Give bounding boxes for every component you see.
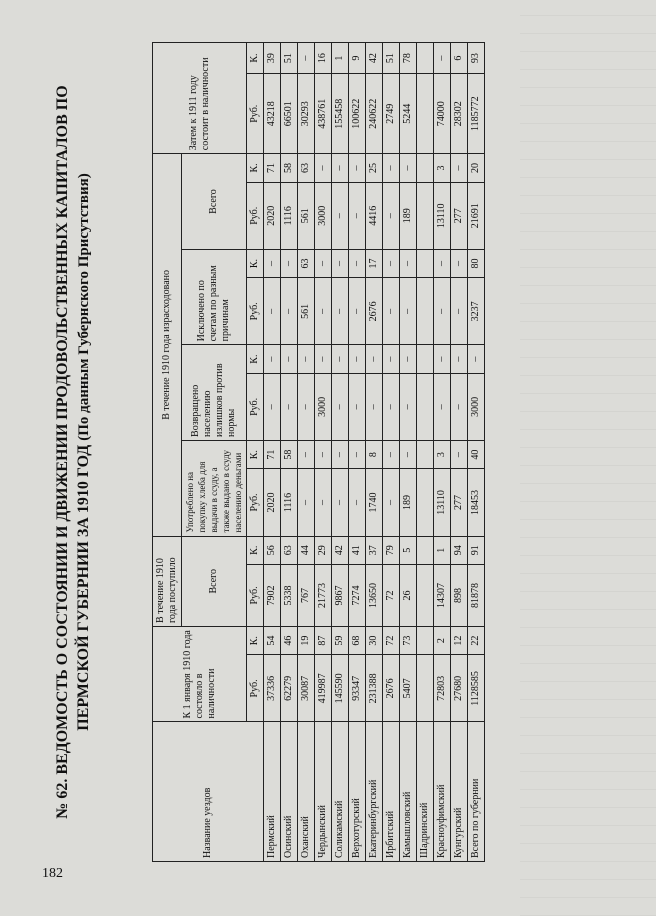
table-cell: – [451,154,468,182]
table-cell: – [281,249,298,277]
table-cell: – [400,345,417,373]
header-received-total: Всего [182,536,247,626]
table-cell: – [264,373,281,440]
table-cell: 14307 [434,564,451,626]
table-cell: 58 [281,440,298,468]
table-cell [417,626,434,654]
district-name: Кунгурский [451,722,468,862]
table-cell: 13110 [434,469,451,536]
table-cell: 3 [434,154,451,182]
table-cell: 80 [468,249,485,277]
table-cell [417,182,434,249]
district-name: Всего по губернии [468,722,485,862]
table-cell: 81878 [468,564,485,626]
table-cell: 46 [281,626,298,654]
table-cell: – [298,440,315,468]
table-cell: – [383,182,400,249]
table-cell: – [332,278,349,345]
table-cell [417,74,434,154]
table-cell: 1185772 [468,74,485,154]
table-cell: 72803 [434,655,451,722]
title-line-2 [73,42,95,862]
table-row [383,43,400,862]
table-cell: 27680 [451,655,468,722]
district-name: Чердынский [315,722,332,862]
table-row [315,43,332,862]
table-cell: 71 [264,440,281,468]
unit-rub: Руб. [247,182,264,249]
table-cell: 21773 [315,564,332,626]
table-row [451,43,468,862]
header-remaining: Затем к 1911 году состоит в наличности [153,43,247,154]
table-cell: – [383,249,400,277]
header-spent-grain: Употреблено на покупку хлеба для выдачи в ссуду, а также выдано в ссуду населению деньгами [182,440,247,536]
header-spent: В течение 1910 года израсходовано [153,154,182,536]
table-cell: 72 [383,564,400,626]
table-cell: – [332,440,349,468]
table-cell: – [315,278,332,345]
table-cell: 22 [468,626,485,654]
table-cell: 71 [264,154,281,182]
unit-rub: Руб. [247,655,264,722]
table-cell: 3000 [315,373,332,440]
table-cell: 240622 [366,74,383,154]
table-cell: – [332,345,349,373]
table-cell: 155458 [332,74,349,154]
table-cell: – [383,345,400,373]
table-cell: – [332,154,349,182]
unit-rub: Руб. [247,278,264,345]
table-cell: – [451,345,468,373]
table-cell [417,469,434,536]
table-cell [417,278,434,345]
table-cell [417,154,434,182]
table-cell: 51 [383,43,400,74]
table-cell: 42 [332,536,349,564]
title-line-2-main: ПЕРМСКОЙ ГУБЕРНИИ ЗА 1910 ГОД [75,444,92,731]
table-cell: 13650 [366,564,383,626]
table-cell: 2 [434,626,451,654]
table-cell: 7274 [349,564,366,626]
table-cell: – [298,345,315,373]
table-cell: 277 [451,469,468,536]
unit-kop: К. [247,43,264,74]
table-cell: – [400,278,417,345]
table-cell: – [451,440,468,468]
table-cell: 30 [366,626,383,654]
table-cell: – [281,278,298,345]
unit-kop: К. [247,626,264,654]
table-cell: 39 [264,43,281,74]
table-cell: 767 [298,564,315,626]
table-cell: – [366,373,383,440]
table-cell: 56 [264,536,281,564]
table-cell: 189 [400,469,417,536]
table-cell: – [434,345,451,373]
table-cell: 2676 [366,278,383,345]
unit-kop: К. [247,536,264,564]
table-cell: 1 [434,536,451,564]
header-spent-excluded: Исключено по счетам по разным причинам [182,249,247,345]
table-cell: – [298,469,315,536]
table-cell: 41 [349,536,366,564]
table-cell: – [349,278,366,345]
table-cell: – [332,373,349,440]
table-cell: 94 [451,536,468,564]
table-cell: 561 [298,182,315,249]
title-line-2-sub: (По данным Губернского Присутствия) [76,173,92,441]
table-cell: – [315,469,332,536]
table-cell: 1128585 [468,655,485,722]
table-cell: 18453 [468,469,485,536]
table-cell: 37336 [264,655,281,722]
table-cell [417,373,434,440]
table-cell: – [383,440,400,468]
unit-rub: Руб. [247,373,264,440]
table-row [281,43,298,862]
table-cell: 100622 [349,74,366,154]
table-cell: 30293 [298,74,315,154]
rotated-content [52,42,612,862]
table-cell [417,345,434,373]
table-cell: – [332,469,349,536]
table-cell: – [332,182,349,249]
table-cell: 189 [400,182,417,249]
table-cell: – [264,278,281,345]
district-name: Красноуфимский [434,722,451,862]
table-cell: 73 [400,626,417,654]
district-name: Камышловский [400,722,417,862]
table-cell [417,564,434,626]
table-cell: 44 [298,536,315,564]
table-cell: – [400,440,417,468]
table-cell: 93347 [349,655,366,722]
header-name: Название уездов [153,722,264,862]
table-cell: 1116 [281,469,298,536]
table-cell: 91 [468,536,485,564]
table-cell: 3000 [315,182,332,249]
table-row [434,43,451,862]
table-cell: 419987 [315,655,332,722]
table-cell: 9 [349,43,366,74]
page-number: 182 [42,866,63,881]
table-cell: 12 [451,626,468,654]
table-cell: – [383,373,400,440]
table-cell: 59 [332,626,349,654]
table-cell: 5338 [281,564,298,626]
table-cell: – [400,154,417,182]
table-cell: 4416 [366,182,383,249]
district-name: Оханский [298,722,315,862]
table-cell [417,249,434,277]
table-cell: 43218 [264,74,281,154]
table-cell: 58 [281,154,298,182]
table-cell: 8 [366,440,383,468]
table-cell: 145590 [332,655,349,722]
table-cell: – [349,345,366,373]
table-cell: 30087 [298,655,315,722]
table-cell: 3237 [468,278,485,345]
table-cell: – [434,373,451,440]
header-spent-total: Всего [182,154,247,250]
table-cell: 79 [383,536,400,564]
table-cell: 231388 [366,655,383,722]
table-cell: 1116 [281,182,298,249]
table-cell: – [349,182,366,249]
table-row [264,43,281,862]
unit-kop: К. [247,154,264,182]
table-cell: 68 [349,626,366,654]
table-cell: 21691 [468,182,485,249]
table-cell: 2749 [383,74,400,154]
table-cell: – [383,469,400,536]
table-cell: – [400,249,417,277]
table-body [264,43,485,862]
unit-rub: Руб. [247,564,264,626]
table-cell: – [298,373,315,440]
table-row [468,43,485,862]
table-cell [417,655,434,722]
header-jan1: К 1 января 1910 года состояло в наличности [153,626,247,722]
table-cell: 561 [298,278,315,345]
table-cell: 51 [281,43,298,74]
unit-kop: К. [247,345,264,373]
unit-kop: К. [247,249,264,277]
table-cell: 25 [366,154,383,182]
table-cell: 2020 [264,182,281,249]
table-row [349,43,366,862]
table-cell: – [349,440,366,468]
table-cell: – [349,373,366,440]
table-row [400,43,417,862]
table-row [298,43,315,862]
table-cell: 29 [315,536,332,564]
table-cell: 66501 [281,74,298,154]
capital-table [152,42,485,862]
table-cell: 2020 [264,469,281,536]
table-cell: 63 [298,154,315,182]
table-cell [417,43,434,74]
table-cell: 87 [315,626,332,654]
table-cell: – [281,345,298,373]
table-cell: 28302 [451,74,468,154]
table-cell: 74000 [434,74,451,154]
district-name: Пермский [264,722,281,862]
table-row [417,43,434,862]
table-cell: – [298,43,315,74]
district-name: Осинский [281,722,298,862]
table-cell: 2676 [383,655,400,722]
table-cell: 1740 [366,469,383,536]
table-cell: 20 [468,154,485,182]
table-cell: – [434,43,451,74]
table-cell: – [315,249,332,277]
table-cell: – [434,249,451,277]
document-title [52,42,95,862]
table-cell: 7902 [264,564,281,626]
table-cell: – [349,469,366,536]
table-cell: 19 [298,626,315,654]
table-cell: – [451,373,468,440]
table-cell: – [315,154,332,182]
table-cell: 78 [400,43,417,74]
table-cell: – [349,154,366,182]
table-cell: 277 [451,182,468,249]
table-cell: 13110 [434,182,451,249]
table-cell: – [383,278,400,345]
unit-rub: Руб. [247,469,264,536]
table-cell: 3000 [468,373,485,440]
table-cell: 17 [366,249,383,277]
table-cell: – [383,154,400,182]
table-cell: – [264,345,281,373]
table-cell: 5 [400,536,417,564]
table-cell: 3 [434,440,451,468]
unit-kop: К. [247,440,264,468]
table-cell: – [332,249,349,277]
table-cell: – [468,345,485,373]
table-cell: – [434,278,451,345]
table-cell: 6 [451,43,468,74]
district-name: Ирбитский [383,722,400,862]
district-name: Екатеринбургский [366,722,383,862]
table-cell: 93 [468,43,485,74]
table-cell: 63 [281,536,298,564]
table-cell: – [451,249,468,277]
table-cell: – [315,440,332,468]
table-cell: 5407 [400,655,417,722]
header-spent-returned: Возвращено населению излишков против нормы [182,345,247,441]
table-cell: 9867 [332,564,349,626]
table-cell [417,536,434,564]
table-cell: 438761 [315,74,332,154]
table-cell: – [281,373,298,440]
table-cell: – [400,373,417,440]
district-name: Соликамский [332,722,349,862]
table-cell: – [451,278,468,345]
table-cell: 72 [383,626,400,654]
table-cell: 40 [468,440,485,468]
table-cell: 42 [366,43,383,74]
table-cell: 898 [451,564,468,626]
table-cell: 37 [366,536,383,564]
table-cell: 1 [332,43,349,74]
table-row [366,43,383,862]
district-name: Шадринский [417,722,434,862]
table-cell: 26 [400,564,417,626]
table-cell: – [315,345,332,373]
title-line-1: № 62. ВЕДОМОСТЬ О СОСТОЯНИИ И ДВИЖЕНИИ ПРОДОВОЛЬСТВЕННЫХ КАПИТАЛОВ ПО [54,85,71,819]
district-name: Верхотурский [349,722,366,862]
table-cell: 62279 [281,655,298,722]
unit-rub: Руб. [247,74,264,154]
table-cell: 5244 [400,74,417,154]
table-cell: 54 [264,626,281,654]
table-cell [417,440,434,468]
table-cell: – [264,249,281,277]
header-received: В течение 1910 года поступило [153,536,182,626]
table-row [332,43,349,862]
table-cell: – [349,249,366,277]
table-cell: 63 [298,249,315,277]
table-cell: 16 [315,43,332,74]
table-cell: – [366,345,383,373]
